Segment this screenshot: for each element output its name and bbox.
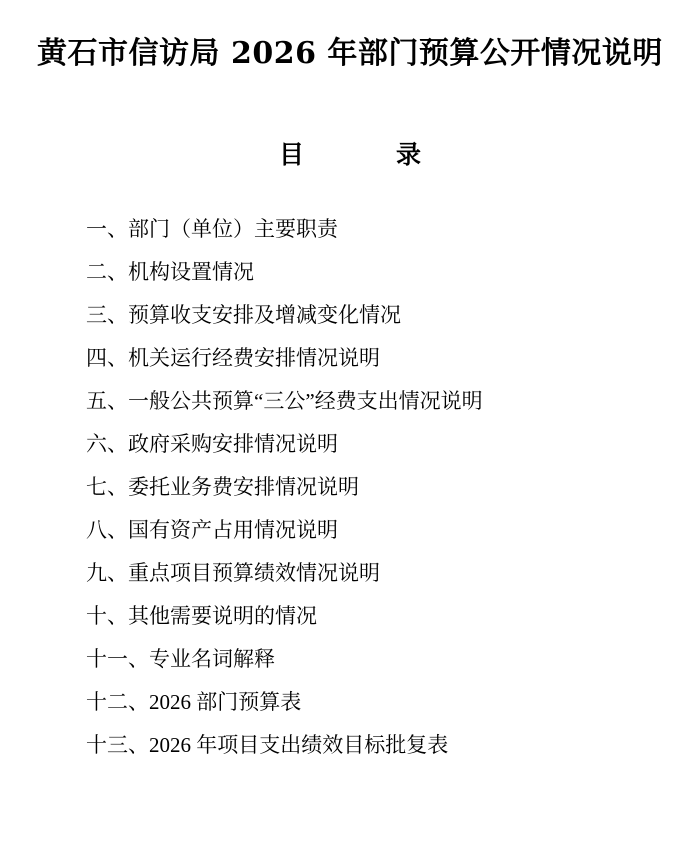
toc-item[interactable]: 七、委托业务费安排情况说明 [86,475,359,499]
toc-item[interactable]: 二、机构设置情况 [86,260,254,284]
toc-item[interactable]: 十二、2026 部门预算表 [86,690,302,714]
toc-item[interactable]: 十一、专业名词解释 [86,647,275,671]
table-of-contents-heading: 目 录 [278,140,435,169]
toc-item[interactable]: 六、政府采购安排情况说明 [86,432,338,456]
toc-item[interactable]: 五、一般公共预算“三公”经费支出情况说明 [86,389,483,413]
toc-item[interactable]: 三、预算收支安排及增减变化情况 [86,303,401,327]
toc-item[interactable]: 十、其他需要说明的情况 [86,604,317,628]
toc-item[interactable]: 八、国有资产占用情况说明 [86,518,338,542]
toc-item[interactable]: 一、部门（单位）主要职责 [86,217,338,241]
table-of-contents [24,219,676,756]
toc-item[interactable]: 四、机关运行经费安排情况说明 [86,346,380,370]
toc-item[interactable]: 十三、2026 年项目支出绩效目标批复表 [86,733,449,757]
toc-item[interactable]: 九、重点项目预算绩效情况说明 [86,561,380,585]
document-page [0,34,700,860]
page-title: 黄石市信访局 2026 年部门预算公开情况说明 [37,36,663,71]
